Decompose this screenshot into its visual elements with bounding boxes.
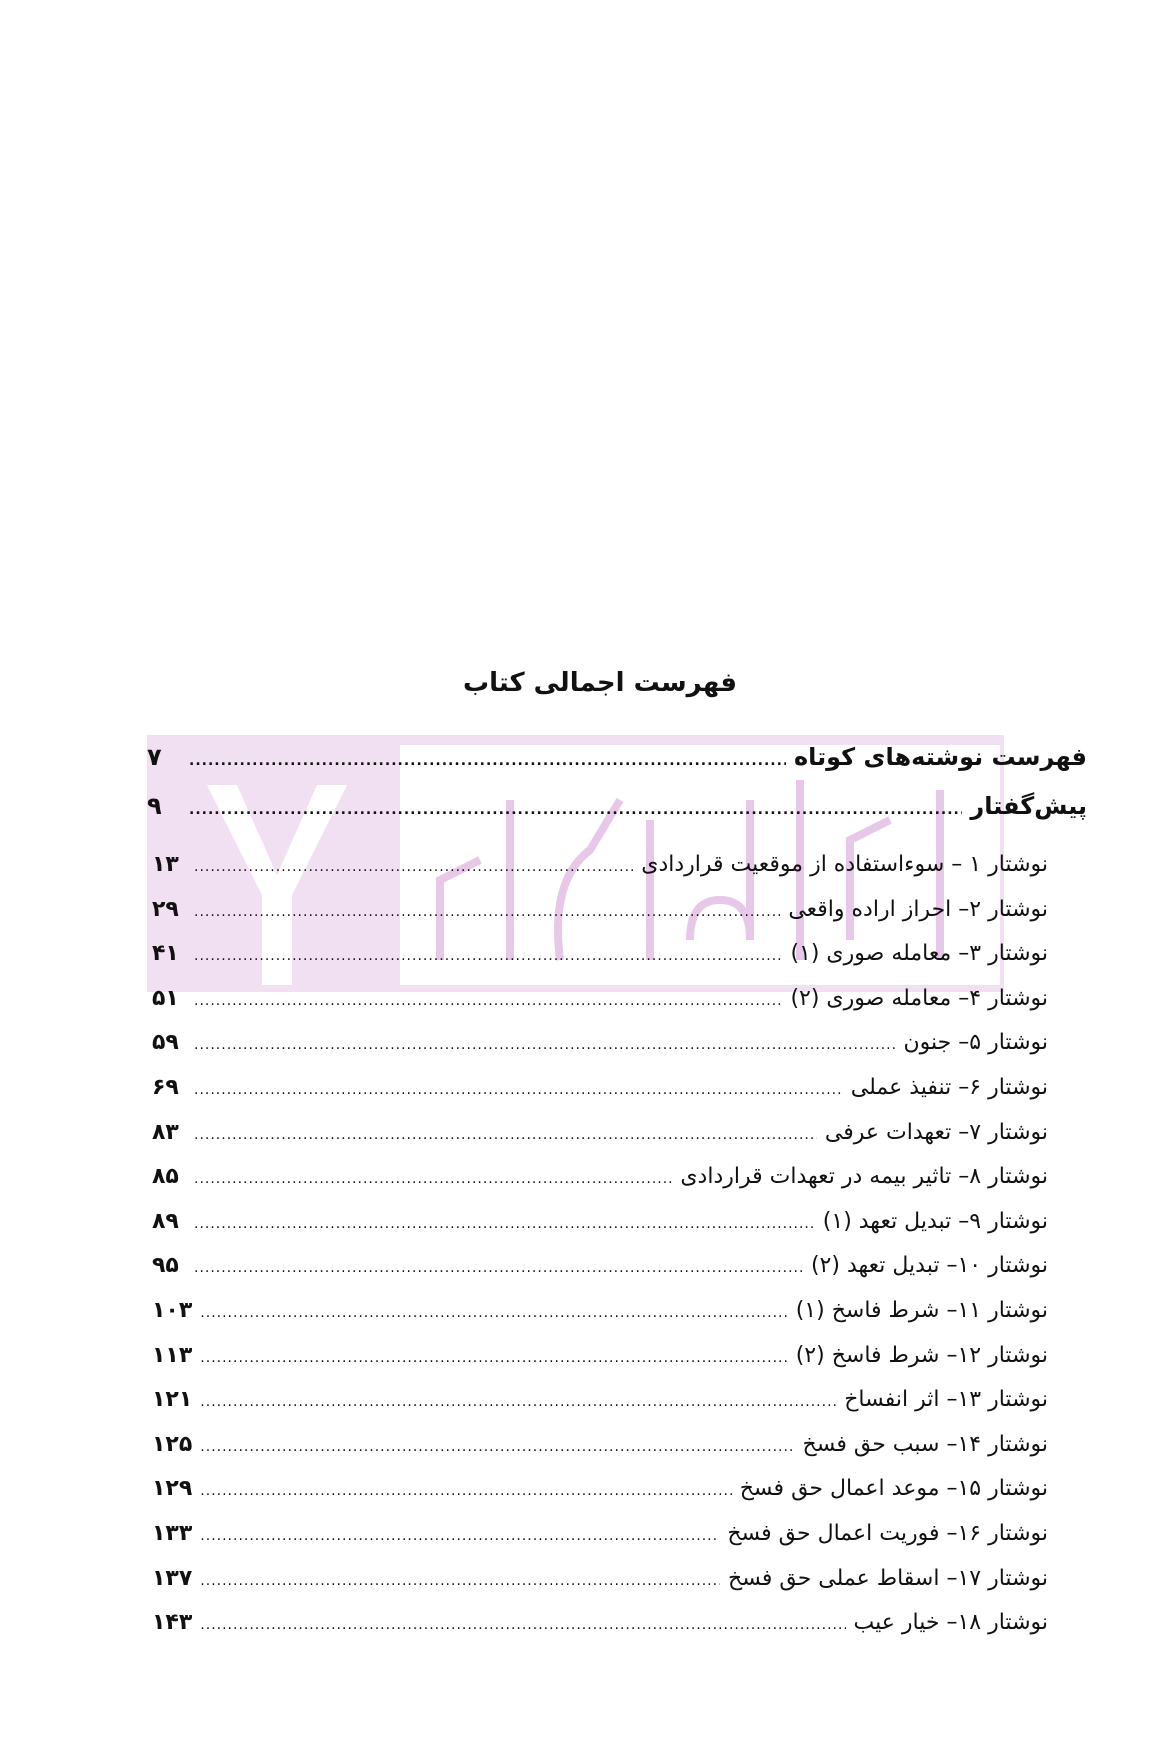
dot-leader bbox=[200, 1610, 845, 1640]
dot-leader bbox=[200, 1521, 719, 1551]
page-title: فهرست اجمالی کتاب bbox=[462, 668, 738, 698]
dot-leader bbox=[194, 1075, 843, 1105]
entry-title: نوشتار ۱۵– موعد اعمال حق فسخ bbox=[739, 1476, 1048, 1502]
entry-page-number: ۱۱۳ bbox=[152, 1342, 193, 1368]
dot-leader bbox=[194, 897, 780, 927]
dot-leader bbox=[194, 986, 782, 1016]
entry-title: نوشتار ۳– معامله صوری (۱) bbox=[790, 941, 1048, 967]
dot-leader bbox=[200, 1476, 731, 1506]
entry-page-number: ۱۴۳ bbox=[152, 1610, 193, 1636]
dot-leader bbox=[194, 1209, 815, 1239]
entry-page-number: ۴۱ bbox=[152, 941, 179, 967]
toc-entry bbox=[152, 850, 1048, 882]
toc-entry bbox=[152, 1385, 1048, 1417]
dot-leader bbox=[194, 852, 633, 882]
dot-leader bbox=[189, 795, 962, 825]
entry-page-number: ۸۳ bbox=[152, 1119, 179, 1145]
toc-entry bbox=[152, 1162, 1048, 1194]
entry-title: نوشتار ۱۶– فوریت اعمال حق فسخ bbox=[727, 1521, 1048, 1546]
entry-page-number: ۹۵ bbox=[152, 1253, 179, 1279]
entry-title: نوشتار ۵– جنون bbox=[903, 1030, 1048, 1056]
entry-page-number: ۸۵ bbox=[152, 1164, 179, 1190]
entry-page-number: ۱۳۷ bbox=[152, 1565, 193, 1591]
toc-entry bbox=[152, 895, 1048, 927]
toc-entry bbox=[152, 1608, 1048, 1640]
dot-leader bbox=[200, 1566, 720, 1596]
entry-page-number: ۱۳ bbox=[152, 852, 179, 877]
entry-page-number: ۵۱ bbox=[152, 985, 179, 1011]
toc-entry bbox=[152, 1341, 1048, 1373]
dot-leader bbox=[200, 1343, 787, 1373]
toc-entry bbox=[147, 742, 1087, 776]
toc-entry bbox=[152, 1207, 1048, 1239]
entry-page-number: ۷ bbox=[147, 743, 162, 771]
toc-entry bbox=[152, 984, 1048, 1016]
toc-entry bbox=[152, 1028, 1048, 1060]
dot-leader bbox=[194, 1253, 803, 1283]
entry-title: نوشتار ۲– احراز اراده واقعی bbox=[788, 896, 1048, 922]
entry-title: نوشتار ۱۴– سبب حق فسخ bbox=[802, 1431, 1048, 1457]
entry-page-number: ۸۹ bbox=[152, 1208, 179, 1234]
entry-title: نوشتار ۷– تعهدات عرفی bbox=[824, 1119, 1048, 1145]
entry-title: نوشتار ۸– تاثیر بیمه در تعهدات قراردادی bbox=[680, 1164, 1048, 1190]
entry-title: نوشتار ۱۲– شرط فاسخ (۲) bbox=[795, 1342, 1048, 1368]
toc-entry bbox=[152, 1519, 1048, 1551]
entry-page-number: ۱۲۹ bbox=[152, 1476, 193, 1502]
dot-leader bbox=[194, 1164, 672, 1194]
entry-page-number: ۹ bbox=[147, 792, 162, 820]
dot-leader bbox=[194, 1030, 896, 1060]
entry-title: نوشتار ۱۰– تبدیل تعهد (۲) bbox=[810, 1253, 1048, 1279]
toc-entry bbox=[152, 1430, 1048, 1462]
entry-title: نوشتار ۴– معامله صوری (۲) bbox=[790, 985, 1048, 1011]
dot-leader bbox=[200, 1387, 836, 1417]
entry-page-number: ۱۲۱ bbox=[152, 1387, 193, 1413]
entry-title: نوشتار ۶– تنفیذ عملی bbox=[850, 1075, 1048, 1100]
toc-entry bbox=[147, 791, 1087, 825]
entry-title: نوشتار ۱۱– شرط فاسخ (۱) bbox=[795, 1298, 1048, 1323]
dot-leader bbox=[189, 746, 786, 776]
entry-title: فهرست نوشته‌های کوتاه bbox=[793, 743, 1087, 771]
entry-page-number: ۲۹ bbox=[152, 896, 179, 922]
entry-page-number: ۶۹ bbox=[152, 1075, 179, 1100]
entry-page-number: ۱۲۵ bbox=[152, 1431, 193, 1457]
entry-title: نوشتار ۹– تبدیل تعهد (۱) bbox=[822, 1208, 1048, 1234]
entry-page-number: ۵۹ bbox=[152, 1030, 179, 1056]
toc-entry bbox=[152, 1564, 1048, 1596]
dot-leader bbox=[200, 1432, 794, 1462]
dot-leader bbox=[194, 1120, 817, 1150]
toc-entry bbox=[152, 1118, 1048, 1150]
toc-entry bbox=[152, 1296, 1048, 1328]
dot-leader bbox=[200, 1298, 787, 1328]
toc-entry bbox=[152, 1073, 1048, 1105]
toc-entry bbox=[152, 1251, 1048, 1283]
entry-page-number: ۱۰۳ bbox=[152, 1298, 193, 1323]
toc-entry bbox=[152, 939, 1048, 971]
entry-page-number: ۱۳۳ bbox=[152, 1521, 193, 1546]
entry-title: نوشتار ۱۷– اسقاط عملی حق فسخ bbox=[728, 1565, 1048, 1591]
entry-title: نوشتار ۱۸– خیار عیب bbox=[853, 1610, 1048, 1636]
entry-title: نوشتار ۱ – سوءاستفاده از موقعیت قراردادی bbox=[641, 852, 1048, 877]
entry-title: پیش‌گفتار bbox=[970, 792, 1087, 820]
dot-leader bbox=[194, 941, 782, 971]
toc-entry bbox=[152, 1474, 1048, 1506]
entry-title: نوشتار ۱۳– اثر انفساخ bbox=[844, 1387, 1048, 1413]
